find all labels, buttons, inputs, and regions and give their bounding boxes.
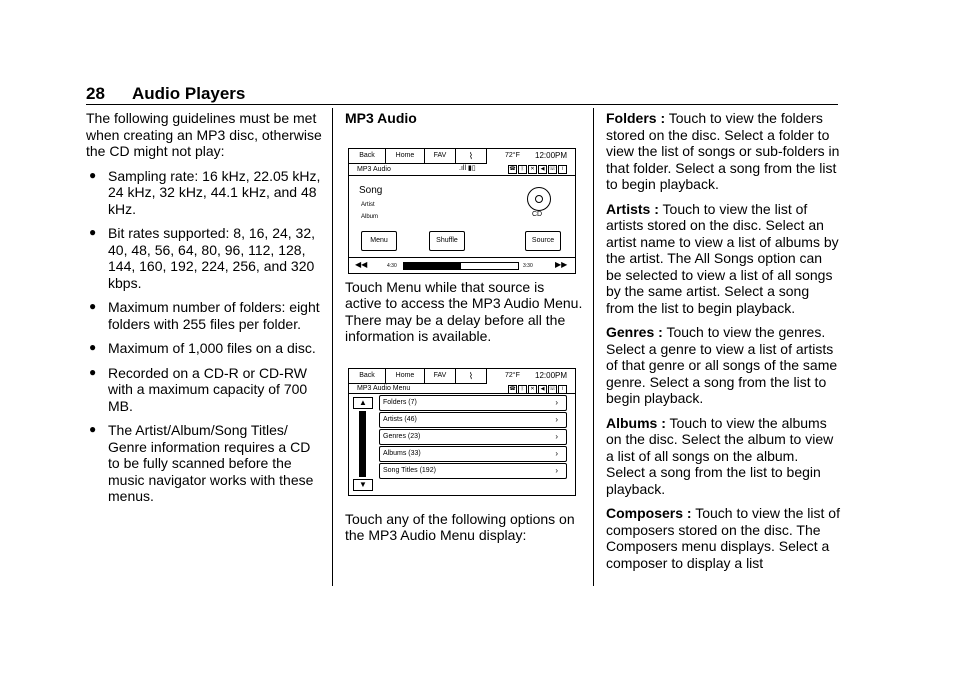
album-label: Album: [361, 214, 379, 220]
fav-button[interactable]: FAV: [425, 369, 456, 384]
folders-entry: Folders : Touch to view the folders stored on the disc. Select a folder to view the list of songs or sub-folders in that folder. Select a song from the list to begin playback.: [606, 110, 840, 192]
section-title: Audio Players: [132, 84, 246, 103]
bluetooth-icon: ᛒ: [518, 385, 527, 394]
scroll-up-button[interactable]: ▲: [353, 397, 373, 409]
column-3: [606, 110, 840, 579]
chevron-right-icon: ›: [555, 466, 558, 475]
source-button[interactable]: Source: [525, 231, 561, 251]
status-icons: [508, 165, 567, 174]
chevron-right-icon: ›: [555, 449, 558, 458]
song-title: Song: [359, 185, 383, 196]
voice-icon[interactable]: ⌇: [456, 369, 487, 384]
clock: 12:00PM: [535, 151, 568, 160]
scrollbar-thumb[interactable]: [359, 411, 366, 477]
temperature: 72°F: [505, 372, 520, 379]
genres-entry: Genres : Touch to view the genres. Select a genre to view a list of artists of that genre or all songs of the same genre. Select a song from the list to begin playback.: [606, 324, 838, 406]
page-number: 28: [86, 84, 105, 103]
menu-item-genres[interactable]: Genres (23) ›: [379, 429, 567, 445]
menu-item-albums[interactable]: Albums (33) ›: [379, 446, 567, 462]
chevron-right-icon: ›: [555, 415, 558, 424]
shuffle-button[interactable]: Shuffle: [429, 231, 465, 251]
temperature: 72°F: [505, 152, 520, 159]
chevron-right-icon: ›: [555, 398, 558, 407]
clock: 12:00PM: [535, 371, 568, 380]
bullet-item: ● Sampling rate: 16 kHz, 22.05 kHz, 24 kHz, 32 kHz, 44.1 kHz, and 48 kHz.: [89, 167, 321, 217]
column-divider-1: [332, 108, 333, 586]
bullet-item: ● Maximum number of folders: eight folders with 255 files per folder.: [89, 299, 320, 332]
info-icon: i: [558, 165, 567, 174]
menu-paragraph: Touch Menu while that source is active to access the MP3 Audio Menu. There may be a delay before all the information is available.: [345, 278, 583, 344]
divider: [349, 257, 575, 258]
bullet-item: ● Maximum of 1,000 files on a disc.: [89, 340, 316, 356]
header-rule: [86, 104, 838, 105]
intro-text: The following guidelines must be met when creating an MP3 disc, otherwise the CD might not play:: [86, 110, 322, 159]
page-header: [72, 84, 840, 106]
chevron-right-icon: ›: [555, 432, 558, 441]
mute-icon: ✕: [528, 385, 537, 394]
options-paragraph: Touch any of the following options on the MP3 Audio Menu display:: [345, 510, 575, 543]
call-icon: ☏: [549, 386, 556, 392]
speaker-icon: ◀: [538, 165, 547, 174]
progress-fill: [404, 263, 461, 269]
menu-item-folders[interactable]: Folders (7) ›: [379, 395, 567, 411]
phone-icon: ☎: [509, 386, 516, 392]
artist-label: Artist: [361, 202, 375, 208]
info-icon: i: [558, 385, 567, 394]
total-time: 3:30: [523, 263, 533, 269]
fav-button[interactable]: FAV: [425, 149, 456, 164]
speaker-icon: ◀: [538, 385, 547, 394]
column-divider-2: [593, 108, 594, 586]
mp3-audio-heading: MP3 Audio: [345, 110, 417, 126]
bluetooth-icon: ᛒ: [518, 165, 527, 174]
home-button[interactable]: Home: [386, 149, 425, 164]
divider: [349, 175, 575, 176]
back-button[interactable]: Back: [349, 149, 386, 164]
call-icon: ☏: [549, 166, 556, 172]
artists-entry: Artists : Touch to view the list of artists stored on the disc. Select an artist name to view a list of albums by the artist. The All Songs option can be selected to view a list of all songs by the same artist. Select a song from the list to begin playback.: [606, 200, 839, 316]
bullet-item: ● Recorded on a CD-R or CD-RW with a maximum capacity of 700 MB.: [89, 364, 308, 414]
back-button[interactable]: Back: [349, 369, 386, 384]
menu-title: MP3 Audio Menu: [357, 385, 411, 392]
menu-item-song-titles[interactable]: Song Titles (192) ›: [379, 463, 567, 479]
cd-label: CD: [532, 211, 543, 218]
cd-icon: [527, 187, 551, 211]
signal-icon: .ıll ▮▯: [459, 165, 476, 172]
column-1: [86, 110, 322, 513]
source-label: MP3 Audio: [357, 166, 391, 173]
voice-icon[interactable]: ⌇: [456, 149, 487, 164]
progress-bar[interactable]: [403, 262, 519, 270]
elapsed-time: 4:30: [387, 263, 397, 269]
home-button[interactable]: Home: [386, 369, 425, 384]
fast-forward-icon[interactable]: ▶▶: [555, 260, 568, 269]
menu-item-artists[interactable]: Artists (46) ›: [379, 412, 567, 428]
phone-icon: ☎: [509, 166, 516, 172]
albums-entry: Albums : Touch to view the albums on the disc. Select the album to view a list of all songs on the album. Select a song from the list to begin playback.: [606, 414, 834, 497]
mute-icon: ✕: [528, 165, 537, 174]
menu-button[interactable]: Menu: [361, 231, 397, 251]
mp3-audio-menu-screen: [348, 368, 576, 496]
bullet-item: ● The Artist/Album/Song Titles/ Genre information requires a CD to be fully scanned before the music navigator works with these menus.: [89, 422, 314, 504]
scroll-down-button[interactable]: ▼: [353, 479, 373, 491]
bullet-item: ● Bit rates supported: 8, 16, 24, 32, 40, 48, 56, 64, 80, 96, 112, 128, 144, 160, 192, 224, 256, and 320 kbps.: [89, 225, 316, 291]
mp3-audio-screen: [348, 148, 576, 274]
divider: [349, 393, 575, 394]
rewind-icon[interactable]: ◀◀: [355, 260, 368, 269]
composers-entry: Composers : Touch to view the list of composers stored on the disc. The Composers menu displays. Select a composer to display a list: [606, 505, 840, 571]
